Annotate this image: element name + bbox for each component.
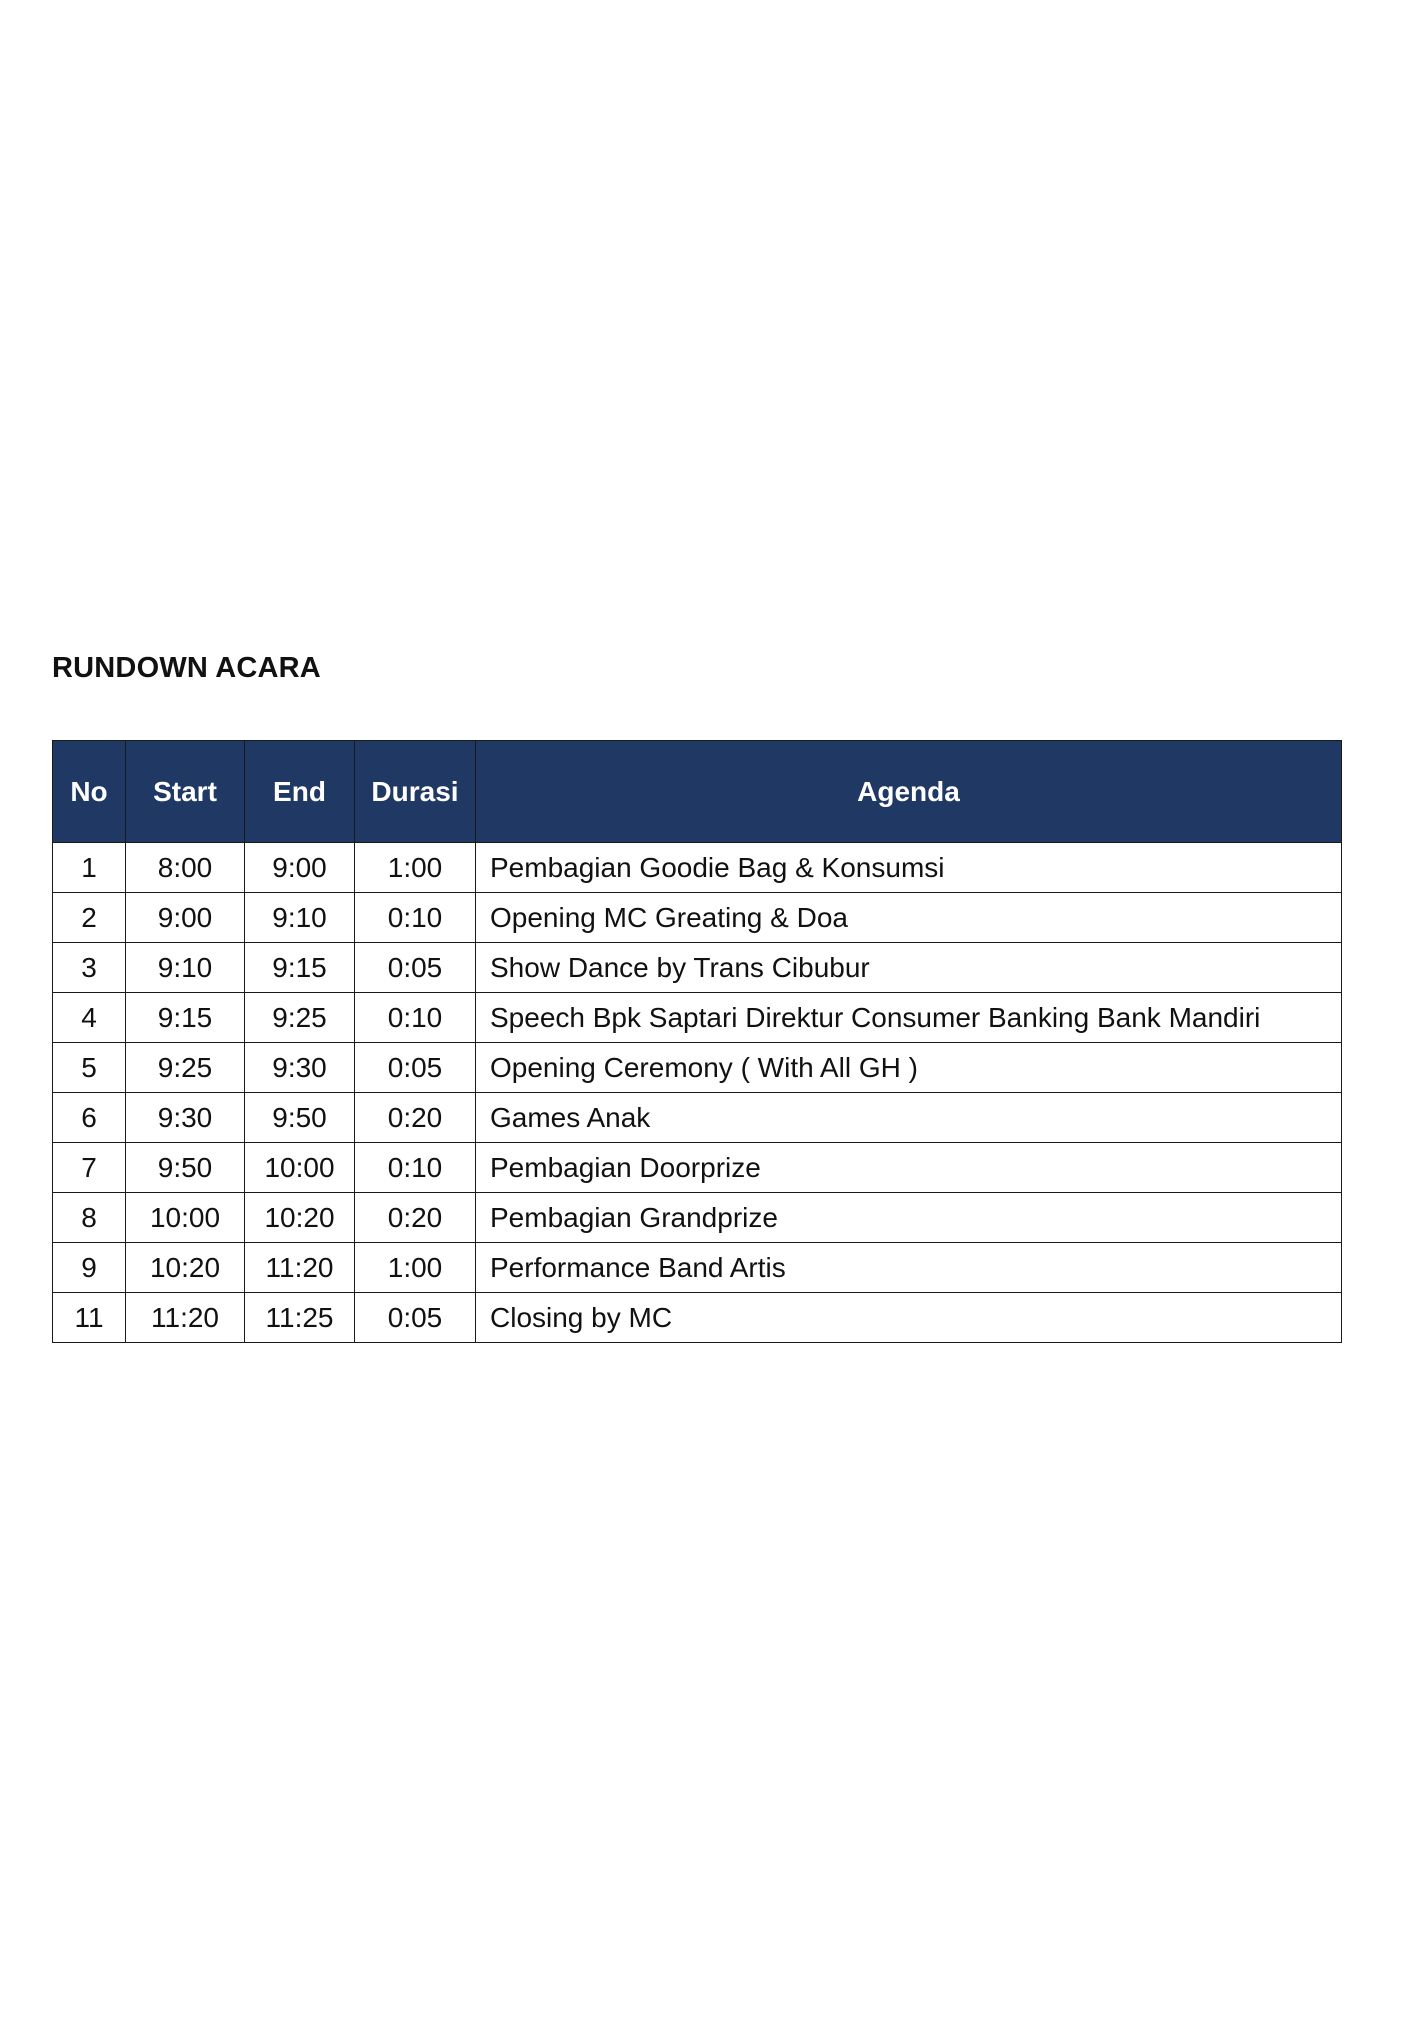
cell-start: 10:20	[126, 1243, 245, 1293]
table-row	[53, 1093, 1342, 1143]
cell-agenda: Pembagian Doorprize	[476, 1143, 1342, 1193]
table-row	[53, 993, 1342, 1043]
header-agenda: Agenda	[476, 741, 1342, 843]
cell-end: 10:20	[245, 1193, 355, 1243]
table-row	[53, 893, 1342, 943]
cell-agenda: Performance Band Artis	[476, 1243, 1342, 1293]
cell-durasi: 0:10	[355, 993, 476, 1043]
table-header-row	[53, 741, 1342, 843]
cell-agenda: Pembagian Grandprize	[476, 1193, 1342, 1243]
header-durasi: Durasi	[355, 741, 476, 843]
header-no: No	[53, 741, 126, 843]
rundown-table	[52, 740, 1342, 1343]
cell-agenda: Games Anak	[476, 1093, 1342, 1143]
table-row	[53, 1293, 1342, 1343]
cell-agenda: Closing by MC	[476, 1293, 1342, 1343]
cell-durasi: 0:05	[355, 943, 476, 993]
table-body	[53, 843, 1342, 1343]
cell-no: 8	[53, 1193, 126, 1243]
cell-no: 7	[53, 1143, 126, 1193]
cell-durasi: 0:05	[355, 1043, 476, 1093]
cell-agenda: Show Dance by Trans Cibubur	[476, 943, 1342, 993]
document-title: RUNDOWN ACARA	[52, 652, 321, 684]
table-row	[53, 1043, 1342, 1093]
cell-no: 11	[53, 1293, 126, 1343]
cell-end: 9:10	[245, 893, 355, 943]
table-row	[53, 1143, 1342, 1193]
cell-durasi: 0:20	[355, 1193, 476, 1243]
cell-start: 9:10	[126, 943, 245, 993]
cell-no: 2	[53, 893, 126, 943]
cell-end: 11:25	[245, 1293, 355, 1343]
cell-agenda: Opening Ceremony ( With All GH )	[476, 1043, 1342, 1093]
cell-start: 9:25	[126, 1043, 245, 1093]
cell-no: 1	[53, 843, 126, 893]
cell-end: 9:50	[245, 1093, 355, 1143]
cell-durasi: 1:00	[355, 843, 476, 893]
cell-no: 9	[53, 1243, 126, 1293]
cell-agenda: Opening MC Greating & Doa	[476, 893, 1342, 943]
header-end: End	[245, 741, 355, 843]
cell-start: 9:00	[126, 893, 245, 943]
cell-durasi: 1:00	[355, 1243, 476, 1293]
cell-start: 9:15	[126, 993, 245, 1043]
cell-end: 11:20	[245, 1243, 355, 1293]
cell-no: 4	[53, 993, 126, 1043]
cell-no: 6	[53, 1093, 126, 1143]
cell-durasi: 0:10	[355, 1143, 476, 1193]
table-row	[53, 1243, 1342, 1293]
cell-end: 9:25	[245, 993, 355, 1043]
cell-start: 9:30	[126, 1093, 245, 1143]
cell-durasi: 0:05	[355, 1293, 476, 1343]
cell-start: 10:00	[126, 1193, 245, 1243]
cell-end: 9:00	[245, 843, 355, 893]
table-row	[53, 1193, 1342, 1243]
cell-start: 8:00	[126, 843, 245, 893]
cell-no: 3	[53, 943, 126, 993]
table-header	[53, 741, 1342, 843]
cell-no: 5	[53, 1043, 126, 1093]
header-start: Start	[126, 741, 245, 843]
cell-agenda: Speech Bpk Saptari Direktur Consumer Banking Bank Mandiri	[476, 993, 1342, 1043]
cell-end: 9:30	[245, 1043, 355, 1093]
cell-durasi: 0:20	[355, 1093, 476, 1143]
table-row	[53, 943, 1342, 993]
table-row	[53, 843, 1342, 893]
cell-start: 9:50	[126, 1143, 245, 1193]
cell-end: 9:15	[245, 943, 355, 993]
cell-agenda: Pembagian Goodie Bag & Konsumsi	[476, 843, 1342, 893]
cell-end: 10:00	[245, 1143, 355, 1193]
cell-durasi: 0:10	[355, 893, 476, 943]
cell-start: 11:20	[126, 1293, 245, 1343]
